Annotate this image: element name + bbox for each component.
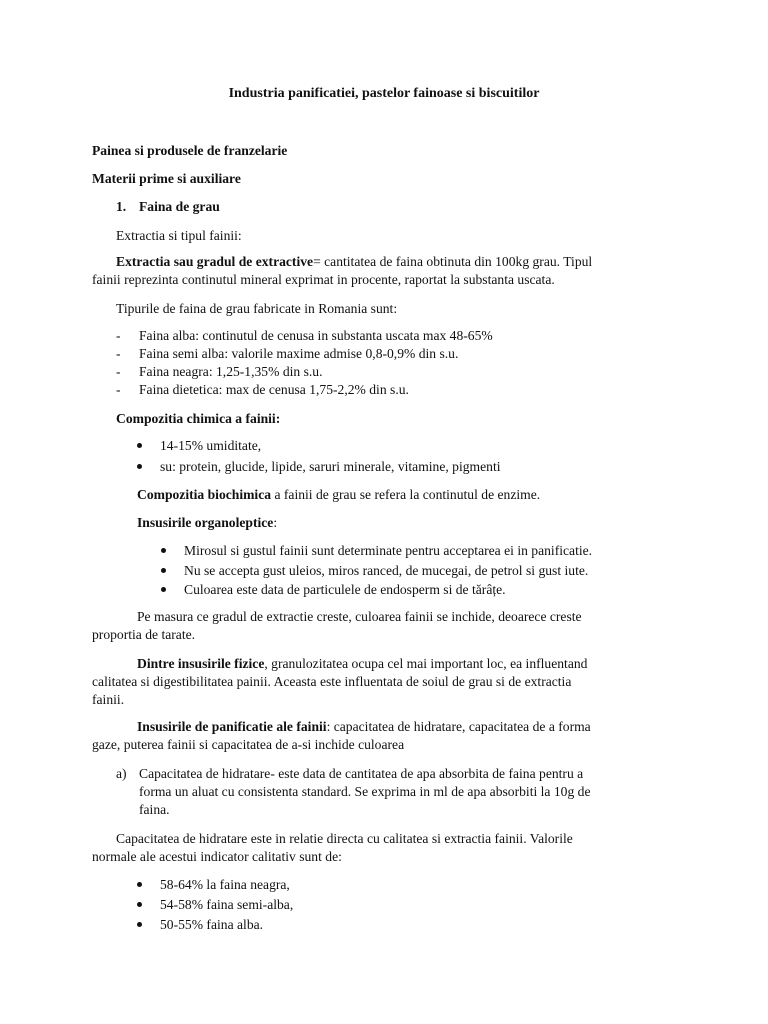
bullet-marker [137, 896, 142, 914]
organoleptice-term: Insusirile organoleptice [137, 515, 274, 530]
heading-compozitia-chimica: Compozitia chimica a fainii: [116, 411, 281, 426]
bullet-icon [137, 464, 142, 469]
dash-marker: - [116, 382, 121, 397]
paragraph-fizice-line1 [137, 655, 587, 673]
bullet-list-item: 54-58% faina semi-alba, [160, 897, 294, 912]
bullet-marker [137, 916, 142, 934]
list-item-a-line1: Capacitatea de hidratare- este data de cantitatea de apa absorbita de faina pentru a [139, 766, 584, 781]
list-marker-a: a) [116, 766, 127, 781]
bullet-icon [161, 548, 166, 553]
bullet-icon [137, 922, 142, 927]
dash-marker: - [116, 328, 121, 343]
fizice-text: , granulozitatea ocupa cel mai important loc, ea influentand [264, 656, 588, 671]
paragraph-capacitatea-line2: normale ale acestui indicator calitativ sunt de: [92, 849, 342, 864]
list-item-a-line3: faina. [139, 802, 170, 817]
bullet-marker [161, 581, 166, 599]
bullet-marker [137, 437, 142, 455]
bullet-list-item: Nu se accepta gust uleios, miros ranced, de mucegai, de petrol si gust iute. [184, 563, 589, 578]
bullet-list-item: su: protein, glucide, lipide, saruri minerale, vitamine, pigmenti [160, 459, 501, 474]
panificatie-term: Insusirile de panificatie ale fainii [137, 719, 327, 734]
paragraph-capacitatea-line1: Capacitatea de hidratare este in relatie directa cu calitatea si extractia fainii. Valorile [116, 831, 573, 846]
dash-list-item: Faina alba: continutul de cenusa in substanta uscata max 48-65% [139, 328, 493, 343]
definition-text: = cantitatea de faina obtinuta din 100kg grau. Tipul [313, 254, 593, 269]
bullet-marker [161, 542, 166, 560]
fizice-term: Dintre insusirile fizice [137, 656, 265, 671]
dash-marker: - [116, 346, 121, 361]
paragraph-panificatie-line1 [137, 718, 591, 736]
paragraph-fizice-line3: fainii. [92, 692, 125, 707]
heading-painea: Painea si produsele de franzelarie [92, 143, 288, 158]
bullet-list-item: Mirosul si gustul fainii sunt determinate pentru acceptarea ei in panificatie. [184, 543, 593, 558]
list-item-a-line2: forma un aluat cu consistenta standard. Se exprima in ml de apa absorbiti la 10g de [139, 784, 591, 799]
paragraph-masura-line1: Pe masura ce gradul de extractie creste, culoarea fainii se inchide, deoarece creste [137, 609, 582, 624]
paragraph-masura-line2: proportia de tarate. [92, 627, 196, 642]
paragraph-definition-line1 [116, 253, 592, 271]
paragraph-biochimica [137, 486, 540, 504]
paragraph-panificatie-line2: gaze, puterea fainii si capacitatea de a-si inchide culoarea [92, 737, 405, 752]
definition-term: Extractia sau gradul de extractive [116, 254, 314, 269]
bullet-icon [137, 902, 142, 907]
biochimica-term: Compozitia biochimica [137, 487, 272, 502]
paragraph-definition-line2: fainii reprezinta continutul mineral exprimat in procente, raportat la substanta uscata. [92, 272, 555, 287]
dash-list-item: Faina neagra: 1,25-1,35% din s.u. [139, 364, 323, 379]
paragraph-extractia: Extractia si tipul fainii: [116, 228, 242, 243]
dash-marker: - [116, 364, 121, 379]
bullet-marker [137, 458, 142, 476]
section-1-number: 1. [116, 199, 127, 214]
bullet-list-item: 58-64% la faina neagra, [160, 877, 290, 892]
bullet-icon [161, 587, 166, 592]
bullet-list-item: Culoarea este data de particulele de endosperm si de tărâțe. [184, 582, 506, 597]
panificatie-text: : capacitatea de hidratare, capacitatea de a forma [326, 719, 591, 734]
paragraph-fizice-line2: calitatea si digestibilitatea painii. Aceasta este influentata de soiul de grau si de extractia [92, 674, 572, 689]
bullet-marker [137, 876, 142, 894]
bullet-icon [161, 568, 166, 573]
bullet-list-item: 50-55% faina alba. [160, 917, 264, 932]
biochimica-text: a fainii de grau se refera la continutul de enzime. [271, 487, 541, 502]
bullet-marker [161, 562, 166, 580]
bullet-list-item: 14-15% umiditate, [160, 438, 262, 453]
paragraph-tipuri: Tipurile de faina de grau fabricate in Romania sunt: [116, 301, 398, 316]
section-1-title: Faina de grau [139, 199, 220, 214]
dash-list-item: Faina dietetica: max de cenusa 1,75-2,2% din s.u. [139, 382, 409, 397]
organoleptice-text: : [273, 515, 278, 530]
bullet-icon [137, 882, 142, 887]
dash-list-item: Faina semi alba: valorile maxime admise 0,8-0,9% din s.u. [139, 346, 459, 361]
heading-materii: Materii prime si auxiliare [92, 171, 241, 186]
document-title: Industria panificatiei, pastelor fainoase si biscuitilor [228, 86, 540, 101]
bullet-icon [137, 443, 142, 448]
paragraph-organoleptice [137, 514, 277, 532]
